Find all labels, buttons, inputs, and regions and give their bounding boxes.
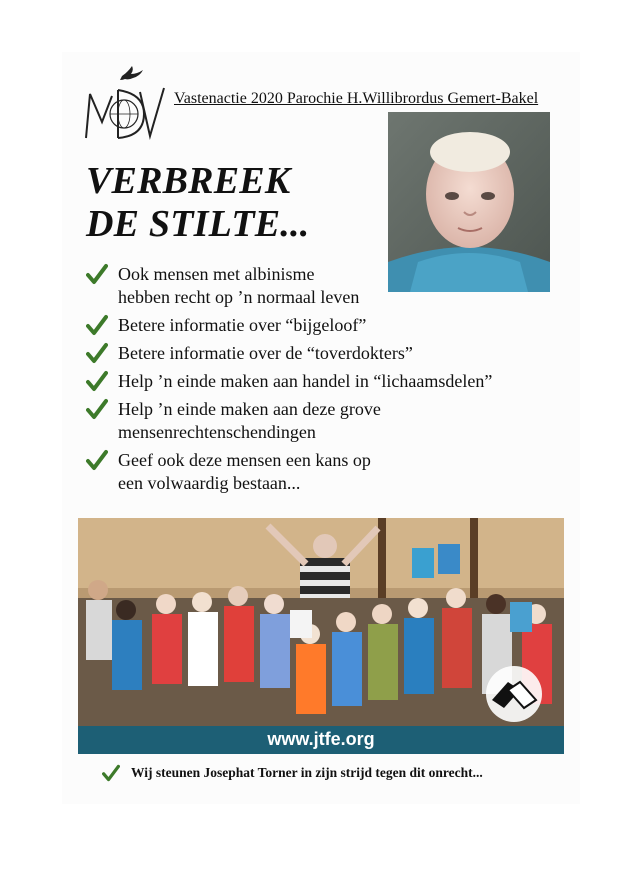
bullet-text: Help ’n einde maken aan handel in “lichaamsdelen” (118, 371, 493, 391)
bullet-item (86, 342, 566, 365)
bullet-text-cont: hebben recht op ’n normaal leven (118, 287, 360, 307)
bullet-list (86, 263, 566, 500)
footer-statement: Wij steunen Josephat Torner in zijn strijd tegen dit onrecht... (131, 765, 483, 780)
bullet-text: Ook mensen met albinisme (118, 264, 315, 284)
website-url[interactable]: www.jtfe.org (267, 729, 375, 749)
header-title: Vastenactie 2020 Parochie H.Willibrordus Gemert-Bakel (174, 90, 539, 107)
main-title (86, 160, 309, 246)
main-title-line1: VERBREEK (86, 160, 291, 202)
group-photo (78, 518, 564, 726)
checkmark-icon (86, 398, 108, 420)
bullet-text: Betere informatie over de “toverdokters” (118, 343, 413, 363)
bullet-item (86, 314, 566, 337)
bullet-item (86, 370, 566, 393)
checkmark-icon (86, 342, 108, 364)
checkmark-icon (86, 449, 108, 471)
bullet-item (86, 263, 566, 309)
checkmark-icon (86, 370, 108, 392)
checkmark-icon (102, 764, 120, 782)
mdv-logo (82, 62, 166, 144)
bullet-text-cont: mensenrechtenschendingen (118, 422, 316, 442)
bullet-text-cont: een volwaardig bestaan... (118, 473, 301, 493)
bullet-text: Geef ook deze mensen een kans op (118, 450, 371, 470)
checkmark-icon (86, 314, 108, 336)
bullet-text: Help ’n einde maken aan deze grove (118, 399, 381, 419)
bullet-item (86, 449, 566, 495)
checkmark-icon (86, 263, 108, 285)
bullet-item (86, 398, 566, 444)
website-banner (78, 726, 564, 754)
bullet-text: Betere informatie over “bijgeloof” (118, 315, 367, 335)
main-title-line2: DE STILTE... (86, 203, 310, 245)
